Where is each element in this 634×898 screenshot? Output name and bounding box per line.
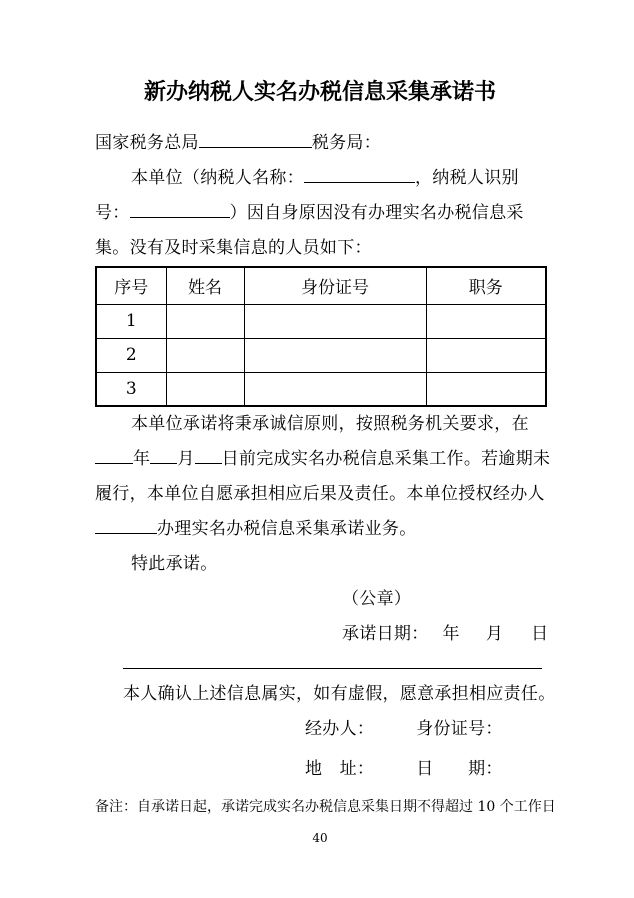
taxpayer-id-label: 号：: [95, 203, 130, 223]
paragraph2-line4-end: 办理实名办税信息采集承诺业务。: [157, 519, 417, 539]
table-header-row: [96, 267, 546, 304]
month-blank-line: [150, 447, 177, 464]
table-row: [96, 372, 546, 406]
cell-index: 3: [96, 372, 166, 406]
cell-position: [426, 372, 546, 406]
tax-bureau-blank-line: [199, 131, 312, 148]
id-number-label: 身份证号：: [416, 719, 503, 739]
cell-position: [426, 338, 546, 372]
commitment-date-label: 承诺日期：: [342, 624, 429, 644]
month-label: 月: [177, 449, 195, 469]
cell-id-number: [244, 338, 426, 372]
year-blank-line: [95, 447, 133, 464]
salutation-line: [95, 126, 545, 161]
cell-name: [166, 304, 244, 338]
salutation-prefix: 国家税务总局: [95, 133, 199, 153]
confirmation-statement: 本人确认上述信息属实，如有虚假，愿意承担相应责任。: [123, 684, 556, 704]
cell-name: [166, 338, 244, 372]
paragraph2-line2-end: 日前完成实名办税信息采集工作。若逾期未: [221, 449, 551, 469]
year-label: 年: [133, 449, 151, 469]
paragraph2-line4: [95, 512, 545, 547]
cell-name: [166, 372, 244, 406]
taxpayer-id-blank-line: [130, 201, 230, 218]
address-label: 地 址：: [305, 759, 375, 779]
day-blank-line: [195, 447, 222, 464]
paragraph1-line2: [95, 196, 545, 231]
cell-index: 1: [96, 304, 166, 338]
commitment-day-label: 日: [531, 624, 549, 644]
cell-index: 2: [96, 338, 166, 372]
cell-id-number: [244, 372, 426, 406]
agent-name-blank-line: [95, 517, 157, 534]
closing-line: 特此承诺。: [131, 554, 218, 574]
handler-label: 经办人：: [305, 719, 375, 739]
cell-position: [426, 304, 546, 338]
column-header-id-number: 身份证号: [244, 267, 426, 304]
seal-placeholder: （公章）: [342, 589, 412, 609]
personnel-table: [95, 266, 547, 407]
cell-id-number: [244, 304, 426, 338]
signature-section-divider: [123, 668, 542, 669]
paragraph2-line1: 本单位承诺将秉承诚信原则，按照税务机关要求，在: [131, 414, 529, 434]
commitment-date-line: [342, 617, 549, 652]
taxpayer-name-blank-line: [304, 166, 415, 183]
paragraph1-line1-end: ，纳税人识别: [415, 168, 519, 188]
commitment-year-label: 年: [442, 624, 460, 644]
commitment-month-label: 月: [485, 624, 504, 644]
paragraph2-line3: 履行，本单位自愿承担相应后果及责任。本单位授权经办人: [95, 484, 545, 504]
table-row: [96, 338, 546, 372]
column-header-name: 姓名: [166, 267, 244, 304]
signature-row-1: [305, 712, 545, 747]
paragraph1-line2-end: ）因自身原因没有办理实名办税信息采: [229, 203, 524, 223]
column-header-position: 职务: [426, 267, 546, 304]
page-number: 40: [312, 831, 328, 845]
page-title: 新办纳税人实名办税信息采集承诺书: [143, 80, 496, 105]
table-row: [96, 304, 546, 338]
column-header-index: 序号: [96, 267, 166, 304]
paragraph2-line2: [95, 442, 551, 477]
taxpayer-name-label: 本单位（纳税人名称：: [131, 168, 304, 188]
salutation-suffix: 税务局：: [311, 133, 382, 153]
signature-date-label: 日 期：: [416, 759, 503, 779]
signature-row-2: [305, 752, 545, 787]
paragraph1-line3: 集。没有及时采集信息的人员如下：: [95, 238, 372, 258]
remark-note: 备注：自承诺日起，承诺完成实名办税信息采集日期不得超过 10 个工作日: [95, 799, 556, 815]
paragraph1-line1: [95, 161, 545, 196]
